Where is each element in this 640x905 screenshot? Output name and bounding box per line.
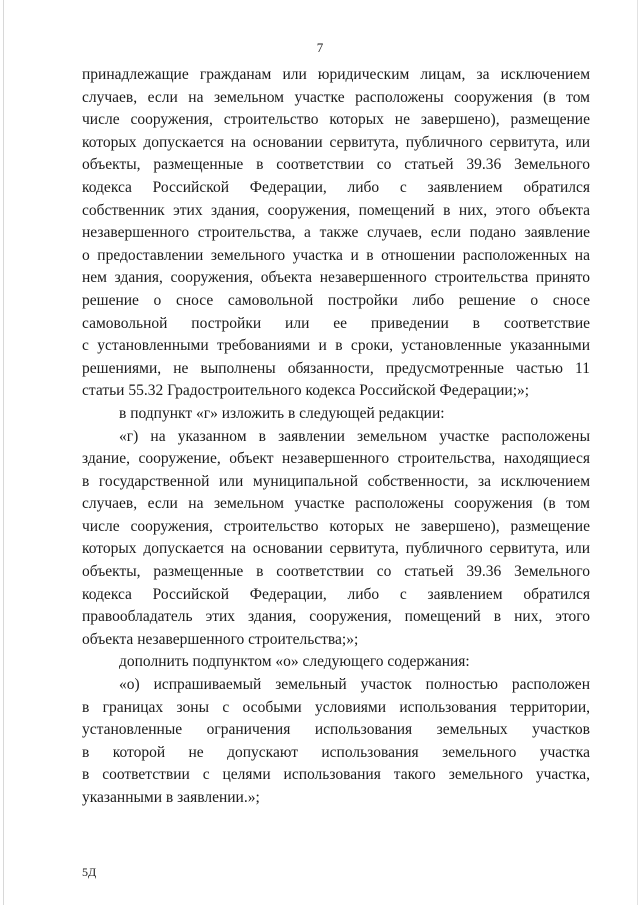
text-line: в соответствии с целями использования такого земельного участка, [82, 766, 590, 784]
text-line: случаев, если на земельном участке расположены сооружения (в том [82, 495, 590, 513]
text-line: числе сооружения, строительство которых не завершено), размещение [82, 517, 590, 535]
text-line: о предоставлении земельного участка и в отношении расположенных на [82, 246, 590, 264]
text-line: нем здания, сооружения, объекта незавершенного строительства принято [82, 269, 590, 287]
text-line: с установленными требованиями и в сроки, установленные указанными [82, 337, 590, 355]
text-line: решение о сносе самовольной постройки либо решение о сносе [82, 291, 590, 309]
text-line: объекты, размещенные в соответствии со статьей 39.36 Земельного [82, 156, 590, 174]
text-line: самовольной постройки или ее приведении в соответствие [82, 314, 590, 332]
text-line: кодекса Российской Федерации, либо с заявлением обратился [82, 585, 590, 603]
text-line: установленные ограничения использования земельных участков [82, 721, 590, 739]
text-line: принадлежащие гражданам или юридическим лицам, за исключением [82, 66, 590, 83]
document-body [82, 64, 590, 810]
text-line: в границах зоны с особыми условиями использования территории, [82, 698, 590, 716]
scan-edge-left [3, 0, 4, 905]
footer-code: 5Д [82, 865, 97, 879]
text-line: правообладатель этих здания, сооружения, помещений в них, этого [82, 608, 590, 626]
text-line: статьи 55.32 Градостроительного кодекса Российской Федерации;»; [82, 382, 530, 400]
text-line: объекта незавершенного строительства;»; [82, 630, 359, 648]
text-line: числе сооружения, строительство которых не завершено), размещение [82, 111, 590, 129]
text-line: которых допускается на основании сервитута, публичного сервитута, или [82, 133, 590, 151]
text-line: случаев, если на земельном участке расположены сооружения (в том [82, 88, 590, 106]
text-line: объекты, размещенные в соответствии со статьей 39.36 Земельного [82, 563, 590, 581]
text-line: здание, сооружение, объект незавершенного строительства, находящиеся [82, 450, 590, 468]
text-line: в государственной или муниципальной собственности, за исключением [82, 472, 590, 490]
text-line: указанными в заявлении.»; [82, 789, 260, 806]
text-line: в которой не допускают использования земельного участка [82, 743, 590, 761]
text-line: которых допускается на основании сервитута, публичного сервитута, или [82, 540, 590, 558]
page-number: 7 [316, 40, 324, 55]
text-line: кодекса Российской Федерации, либо с заявлением обратился [82, 178, 590, 196]
text-line: в подпункт «г» изложить в следующей редакции: [119, 404, 445, 422]
text-line: «о) испрашиваемый земельный участок полностью расположен [119, 676, 590, 694]
scan-edge-right [637, 0, 638, 905]
text-line: решениями, не выполнены обязанности, предусмотренные частью 11 [82, 359, 590, 377]
text-line: «г) на указанном в заявлении земельном участке расположены [119, 427, 590, 445]
text-line: собственник этих здания, сооружения, помещений в них, этого объекта [82, 201, 590, 219]
text-line: незавершенного строительства, а также случаев, если подано заявление [82, 224, 590, 242]
text-line: дополнить подпунктом «о» следующего содержания: [119, 653, 470, 671]
